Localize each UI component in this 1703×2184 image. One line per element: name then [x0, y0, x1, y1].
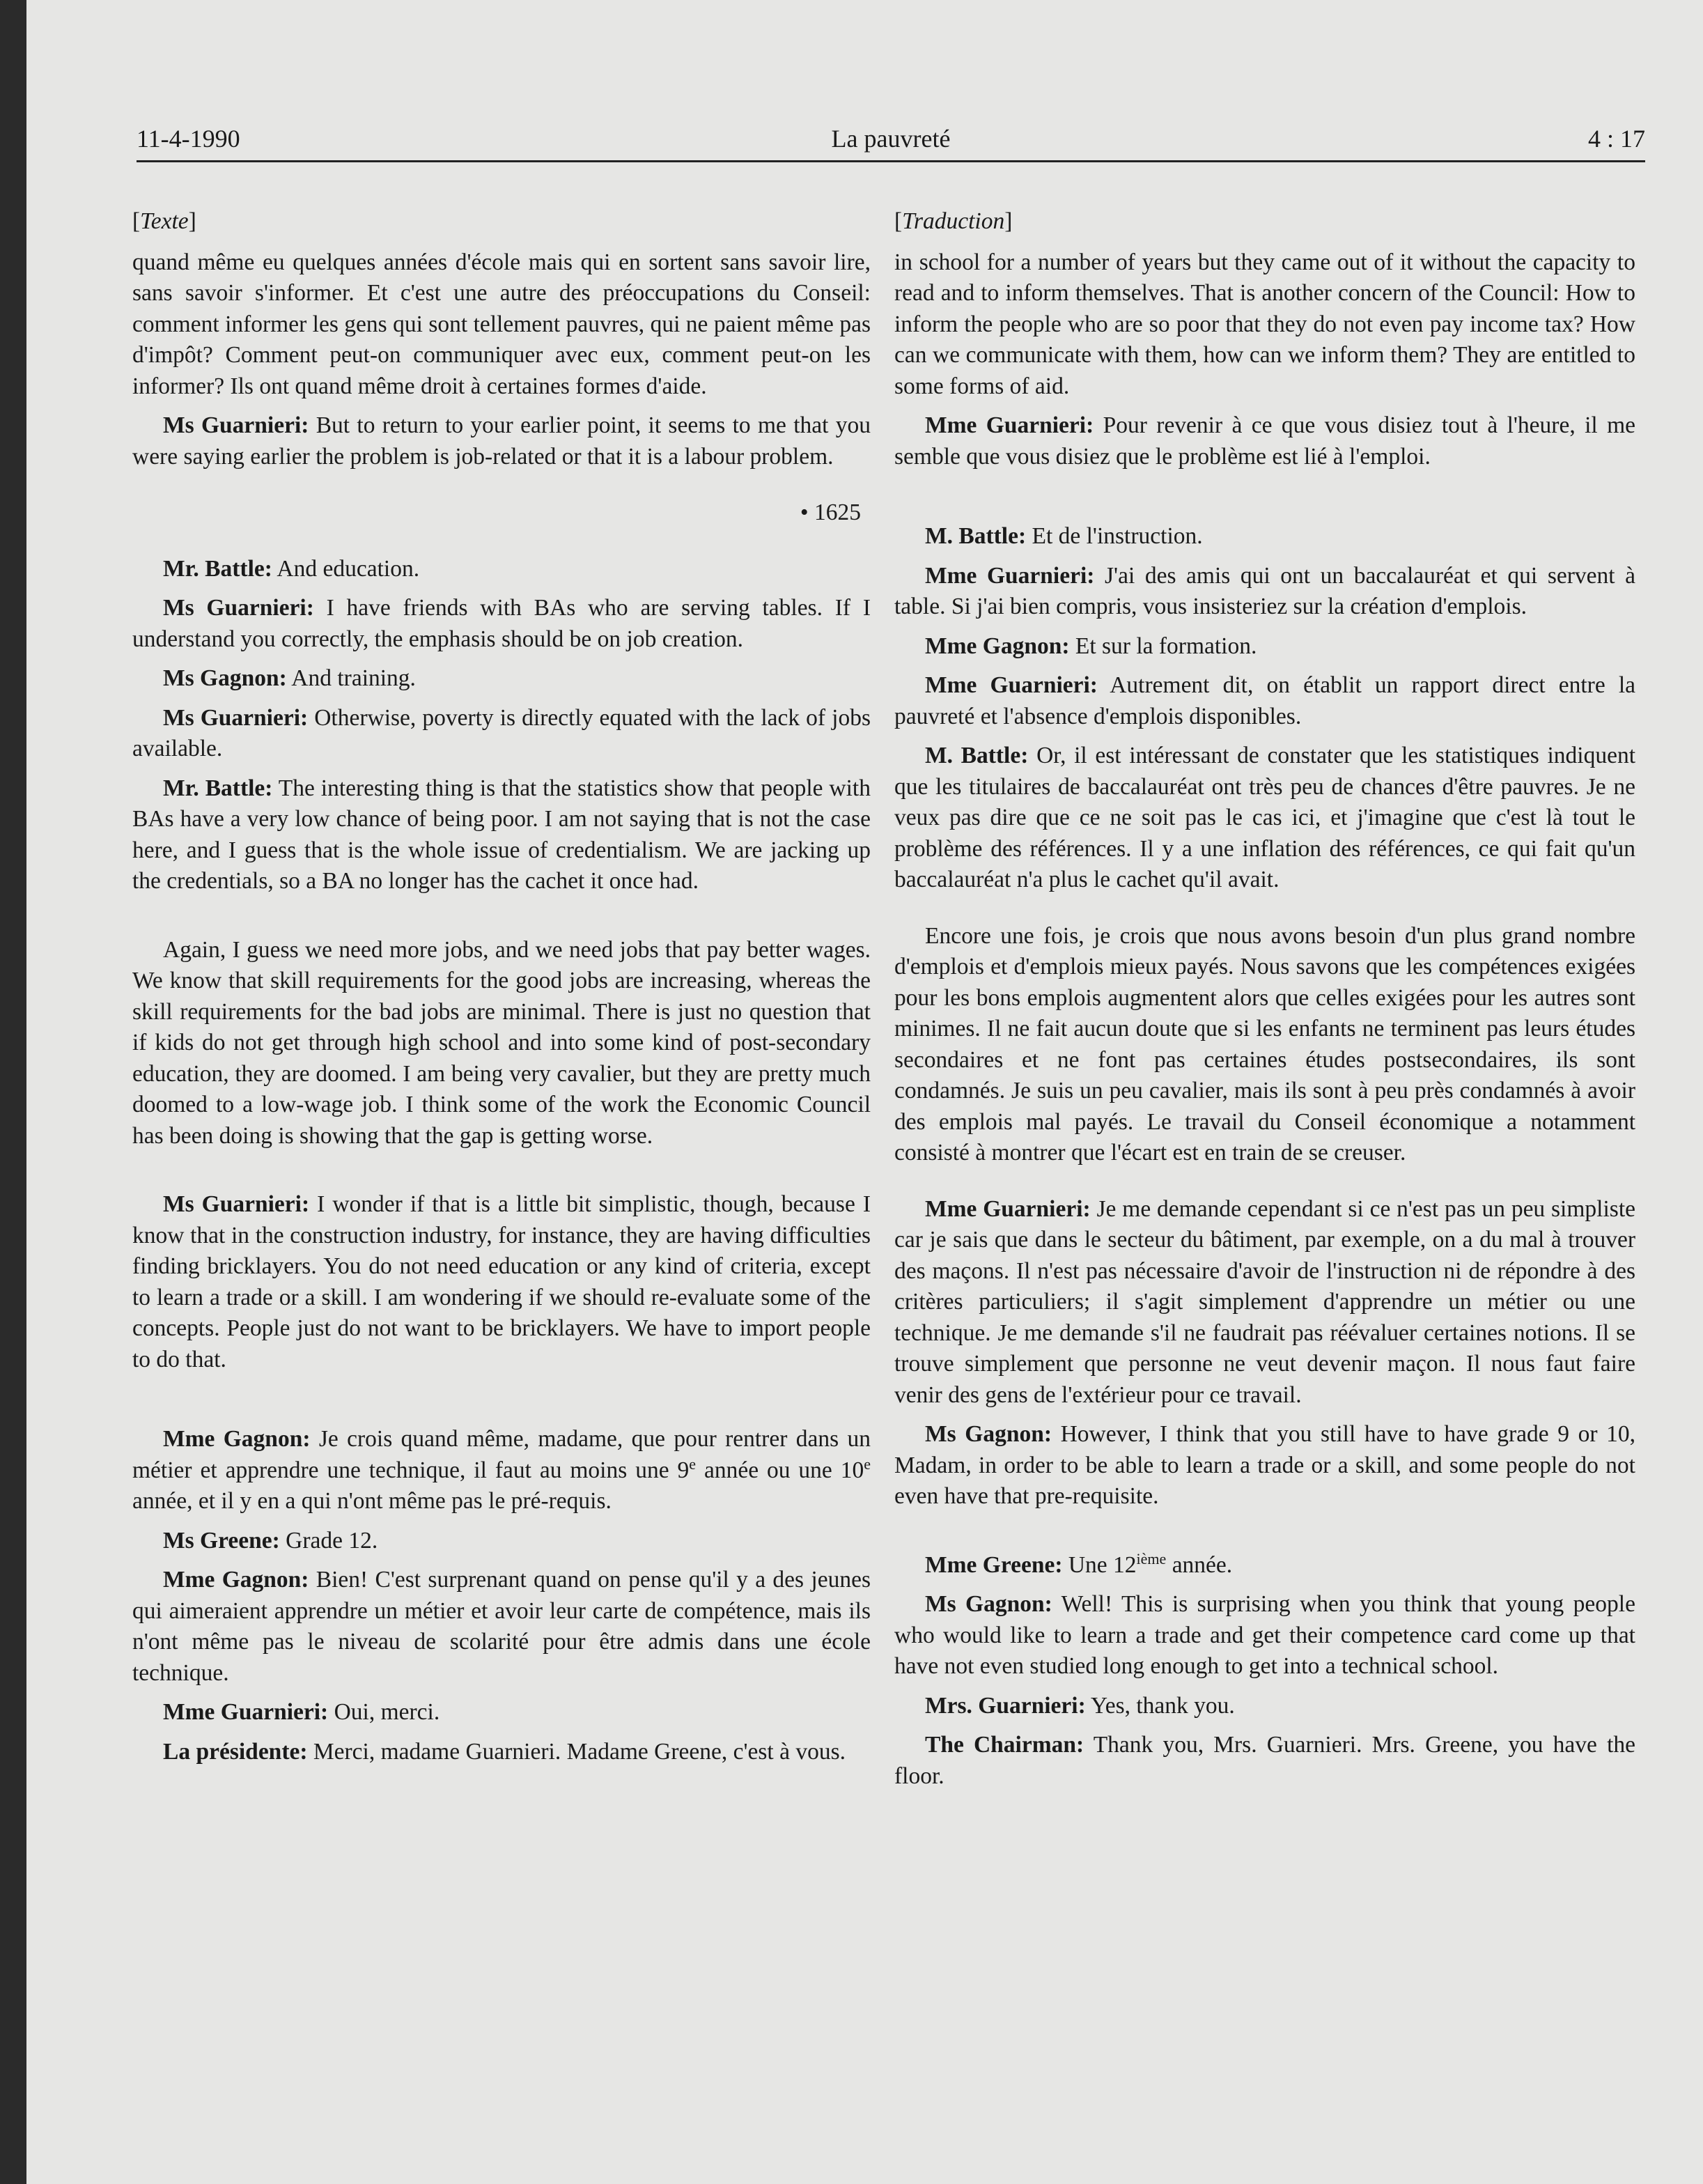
speaker-name: The Chairman: — [925, 1732, 1084, 1758]
speaker-name: Mme Gagnon: — [925, 633, 1070, 659]
speaker-name: Ms Guarnieri: — [163, 704, 309, 731]
paragraph: Ms Gagnon: And training. — [163, 665, 416, 691]
speaker-name: Mme Guarnieri: — [163, 1699, 329, 1725]
speaker-name: Mme Gagnon: — [163, 1426, 311, 1452]
paragraph: Mme Guarnieri: Pour revenir à ce que vous disiez tout à l'heure, il me semble que vous disiez que le problème est lié à l'emploi. — [894, 412, 1636, 470]
paragraph: Ms Guarnieri: Otherwise, poverty is directly equated with the lack of jobs available. — [132, 704, 871, 761]
speaker-name: Mme Gagnon: — [163, 1567, 309, 1593]
paragraph: La présidente: Merci, madame Guarnieri. Madame Greene, c'est à vous. — [163, 1738, 846, 1765]
paragraph: Ms Gagnon: However, I think that you still have to have grade 9 or 10, Madam, in order to be able to learn a trade or a skill, and some people do not even have that pre-requisite. — [894, 1421, 1635, 1509]
speaker-name: Mme Greene: — [925, 1551, 1063, 1578]
paragraph: Ms Gagnon: Well! This is surprising when you think that young people who would like to learn a trade and get their competence card come up that have not even studied long enough to get into a technical school. — [894, 1591, 1635, 1679]
speaker-name: Ms Guarnieri: — [163, 412, 309, 438]
speaker-name: M. Battle: — [925, 743, 1029, 768]
paragraph: Ms Guarnieri: I wonder if that is a little bit simplistic, though, because I know that in the construction industry, for instance, they are having difficulties finding bricklayers. You do not need education or any kind of criteria, except to learn a trade or a skill. I am wondering if we should re-evaluate some of the concepts. People just do not want to be bricklayers. We have to import people to do that. — [132, 1191, 871, 1372]
paragraph: Mme Greene: Une 12ième année. — [925, 1549, 1233, 1578]
paragraph: Ms Guarnieri: But to return to your earlier point, it seems to me that you were saying earlier the problem is job-related or that it is a labour problem. — [132, 412, 871, 470]
header-page-number: 4 : 17 — [1587, 125, 1645, 153]
speaker-name: Ms Guarnieri: — [163, 595, 314, 621]
header-date: 11-4-1990 — [137, 125, 240, 153]
speaker-name: Mme Guarnieri: — [925, 1195, 1091, 1222]
header-title: La pauvreté — [831, 125, 951, 153]
paragraph: Mme Guarnieri: J'ai des amis qui ont un baccalauréat et qui servent à table. Si j'ai bien compris, vous insisteriez sur la création d'emplois. — [894, 562, 1636, 619]
paragraph: in school for a number of years but they came out of it without the capacity to read and to inform themselves. That is another concern of the Council: How to inform the people who are so poor that they do not even pay income tax? How can we communicate with them, how can we inform them? They are entitled to some forms of aid. — [894, 249, 1635, 399]
paragraph: Mrs. Guarnieri: Yes, thank you. — [925, 1692, 1235, 1719]
time-marker: • 1625 — [800, 499, 861, 525]
speaker-name: Mr. Battle: — [163, 775, 273, 801]
speaker-name: Ms Gagnon: — [163, 665, 287, 691]
paragraph: Mme Guarnieri: Autrement dit, on établit un rapport direct entre la pauvreté et l'absence d'emplois disponibles. — [894, 672, 1635, 729]
paragraph: Mme Gagnon: Et sur la formation. — [925, 633, 1257, 659]
paragraph: Ms Guarnieri: I have friends with BAs who are serving tables. If I understand you correctly, the emphasis should be on job creation. — [132, 595, 871, 652]
paragraph: M. Battle: Et de l'instruction. — [925, 523, 1203, 549]
paragraph: Mr. Battle: And education. — [163, 555, 420, 582]
paragraph: Ms Greene: Grade 12. — [163, 1527, 378, 1554]
speaker-name: Ms Guarnieri: — [163, 1191, 310, 1217]
speaker-name: Ms Greene: — [163, 1527, 280, 1554]
paragraph: quand même eu quelques années d'école mais qui en sortent sans savoir lire, sans savoir s'informer. Et c'est une autre des préoccupations du Conseil: comment informer les gens qui sont tellement pauvres, qui ne paient même pas d'impôt? Comment peut-on communiquer avec eux, comment peut-on les informer? Ils ont quand même droit à certaines formes d'aide. — [132, 249, 871, 399]
speaker-name: M. Battle: — [925, 523, 1027, 549]
document-page — [26, 0, 1703, 2184]
speaker-name: Mr. Battle: — [163, 555, 272, 582]
column-label: [Texte] — [132, 208, 196, 234]
paragraph: M. Battle: Or, il est intéressant de constater que les statistiques indiquent que les titulaires de baccalauréat ont très peu de chances d'être pauvres. Je ne veux pas dire que ce ne soit pas le cas ici, et j'imagine que c'est là tout le problème des références. Il y a une inflation des références, ce qui fait qu'un baccalauréat n'a plus le cachet qu'il avait. — [894, 743, 1636, 892]
left-column — [132, 206, 871, 1767]
speaker-name: Mme Guarnieri: — [925, 562, 1095, 589]
paragraph: Mme Gagnon: Bien! C'est surprenant quand on pense qu'il y a des jeunes qui aimeraient apprendre un métier et avoir leur carte de compétence, mais ils n'ont même pas le niveau de scolarité pour être admis dans une école technique. — [132, 1567, 871, 1686]
paragraph: Encore une fois, je crois que nous avons besoin d'un plus grand nombre d'emplois et d'emplois mieux payés. Nous savons que les compétences exigées pour les bons emplois augmentent alors que celles exigées pour les autres sont minimes. Il ne fait aucun doute que si les enfants ne terminent pas leurs études secondaires et ne font pas certaines études postsecondaires, ils sont condamnés. Je suis un peu cavalier, mais ils sont à peu près condamnés à avoir des emplois mal payés. Le travail du Conseil économique a notamment consisté à montrer que l'écart est en train de se creuser. — [894, 922, 1635, 1165]
right-column — [894, 206, 1635, 1792]
paragraph: Again, I guess we need more jobs, and we need jobs that pay better wages. We know that skill requirements for the good jobs are increasing, whereas the skill requirements for the bad jobs are minimal. There is just no question that if kids do not get through high school and into some kind of post-secondary education, they are doomed. I am being very cavalier, but they are pretty much doomed to a low-wage job. I think some of the work the Economic Council has been doing is showing that the gap is getting worse. — [132, 936, 871, 1149]
paragraph: Mme Gagnon: Je crois quand même, madame, que pour rentrer dans un métier et apprendre une technique, il faut au moins une 9e année ou une 10e année, et il y en a qui n'ont même pas le pré-requis. — [132, 1426, 871, 1514]
paragraph: The Chairman: Thank you, Mrs. Guarnieri. Mrs. Greene, you have the floor. — [894, 1732, 1635, 1789]
paragraph: Mme Guarnieri: Je me demande cependant si ce n'est pas un peu simpliste car je sais que dans le secteur du bâtiment, par exemple, on a du mal à trouver des maçons. Il n'est pas nécessaire d'avoir de l'instruction ni de répondre à des critères particuliers; il s'agit simplement d'apprendre un métier ou une technique. Je me demande s'il ne faudrait pas réévaluer certaines notions. Il se trouve simplement que personne ne veut devenir maçon. Il nous faut faire venir des gens de l'extérieur pour ce travail. — [894, 1195, 1635, 1408]
paragraph: Mr. Battle: The interesting thing is that the statistics show that people with BAs have a very low chance of being poor. I am not saying that is not the case here, and I guess that is the whole issue of credentialism. We are jacking up the credentials, so a BA no longer has the cachet it once had. — [132, 775, 871, 894]
speaker-name: Mme Guarnieri: — [925, 412, 1094, 438]
column-label: [Traduction] — [894, 208, 1013, 234]
speaker-name: Mrs. Guarnieri: — [925, 1692, 1086, 1719]
running-header — [137, 117, 1645, 162]
speaker-name: Mme Guarnieri: — [925, 672, 1098, 698]
speaker-name: Ms Gagnon: — [925, 1591, 1052, 1617]
paragraph: Mme Guarnieri: Oui, merci. — [163, 1699, 440, 1725]
speaker-name: La présidente: — [163, 1738, 308, 1765]
speaker-name: Ms Gagnon: — [925, 1421, 1052, 1447]
